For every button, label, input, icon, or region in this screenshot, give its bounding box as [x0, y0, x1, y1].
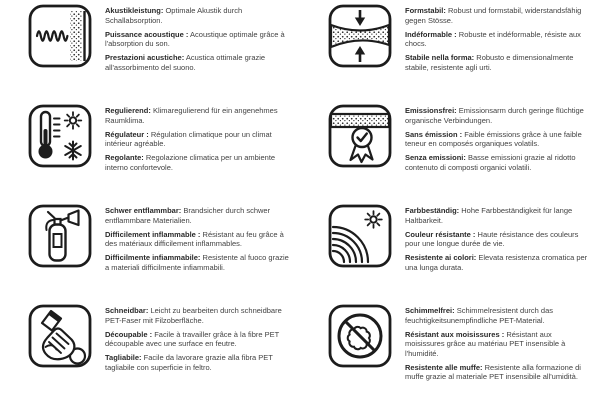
feature-text-de: Akustikleistung: Optimale Akustik durch Schallabsorption.	[105, 6, 243, 25]
sound-absorption-icon	[28, 4, 92, 68]
feature-text-de: Schimmelfrei: Schimmelresistent durch das feuchtigkeitsunempfindliche PET-Material.	[405, 306, 553, 325]
fire-extinguisher-icon	[28, 204, 92, 268]
feature-text-de: Farbbeständig: Hohe Farbbeständigkeit für lange Haltbarkeit.	[405, 206, 573, 225]
feature-card-flame-resistant	[0, 204, 300, 304]
feature-text-it: Resistente alle muffe: Resistente alla formazione di muffe grazie al materiale PET insensibile all'umidità.	[405, 362, 581, 381]
feature-text-fr: Résistant aux moisissures : Résistant aux moisissures grâce au matériau PET insensible à l'humidité.	[405, 329, 566, 358]
feature-text-it: Difficilmente infiammabile: Resistente al fuoco grazie a materiali difficilmente infiammabili.	[105, 253, 289, 272]
feature-text-fr: Régulateur : Régulation climatique pour un climat intérieur agréable.	[105, 129, 272, 148]
feature-card-colorfast	[300, 204, 600, 304]
feature-text-it: Senza emissioni: Basse emissioni grazie al ridotto contenuto di composti organici volatili.	[405, 153, 576, 172]
feature-card-acoustic	[0, 4, 300, 104]
feature-text-de: Formstabil: Robust und formstabil, widerstandsfähig gegen Stösse.	[405, 6, 582, 25]
feature-text-fr: Couleur résistante : Haute résistance des couleurs pour une longue durée de vie.	[405, 229, 579, 248]
feature-text-it: Tagliabile: Facile da lavorare grazie alla fibra PET tagliabile con superficie in feltro.	[105, 353, 273, 372]
feature-text-fr: Indéformable : Robuste et indéformable, résiste aux chocs.	[405, 29, 581, 48]
color-fastness-icon	[328, 204, 392, 268]
feature-text-de: Schneidbar: Leicht zu bearbeiten durch schneidbare PET-Faser mit Filzoberfläche.	[105, 306, 282, 325]
feature-text-fr: Difficilement inflammable : Résistant au feu grâce à des matériaux difficilement inflammables.	[105, 229, 284, 248]
feature-text-fr: Découpable : Facile à travailler grâce à la fibre PET découpable avec une surface en feutre.	[105, 329, 280, 348]
low-emission-icon	[328, 104, 392, 168]
mold-resistance-icon	[328, 304, 392, 368]
feature-card-shape-stability	[300, 4, 600, 104]
feature-text-de: Emissionsfrei: Emissionsarm durch geringe flüchtige organische Verbindungen.	[405, 106, 584, 125]
shape-stability-icon	[328, 4, 392, 68]
feature-card-mold-free	[300, 304, 600, 400]
feature-text-de: Schwer entflammbar: Brandsicher durch schwer entflammbare Materialien.	[105, 206, 271, 225]
feature-card-climate	[0, 104, 300, 204]
feature-text-it: Prestazioni acustiche: Acustica ottimale grazie all'assorbimento del suono.	[105, 53, 266, 72]
feature-text-it: Stabile nella forma: Robusto e dimensionalmente stabile, resistente agli urti.	[405, 53, 574, 72]
feature-card-cuttable	[0, 304, 300, 400]
feature-text-fr: Puissance acoustique : Acoustique optimale grâce à l'absorption du son.	[105, 29, 285, 48]
cutting-icon	[28, 304, 92, 368]
feature-text-fr: Sans émission : Faible émissions grâce à une faible teneur en composés organiques volatils.	[405, 129, 582, 148]
climate-regulation-icon	[28, 104, 92, 168]
feature-text-de: Regulierend: Klimaregulierend für ein angenehmes Raumklima.	[105, 106, 278, 125]
feature-text-it: Resistente ai colori: Elevata resistenza cromatica per una lunga durata.	[405, 253, 588, 272]
feature-text-it: Regolante: Regolazione climatica per un ambiente interno confortevole.	[105, 153, 276, 172]
feature-card-emission	[300, 104, 600, 204]
